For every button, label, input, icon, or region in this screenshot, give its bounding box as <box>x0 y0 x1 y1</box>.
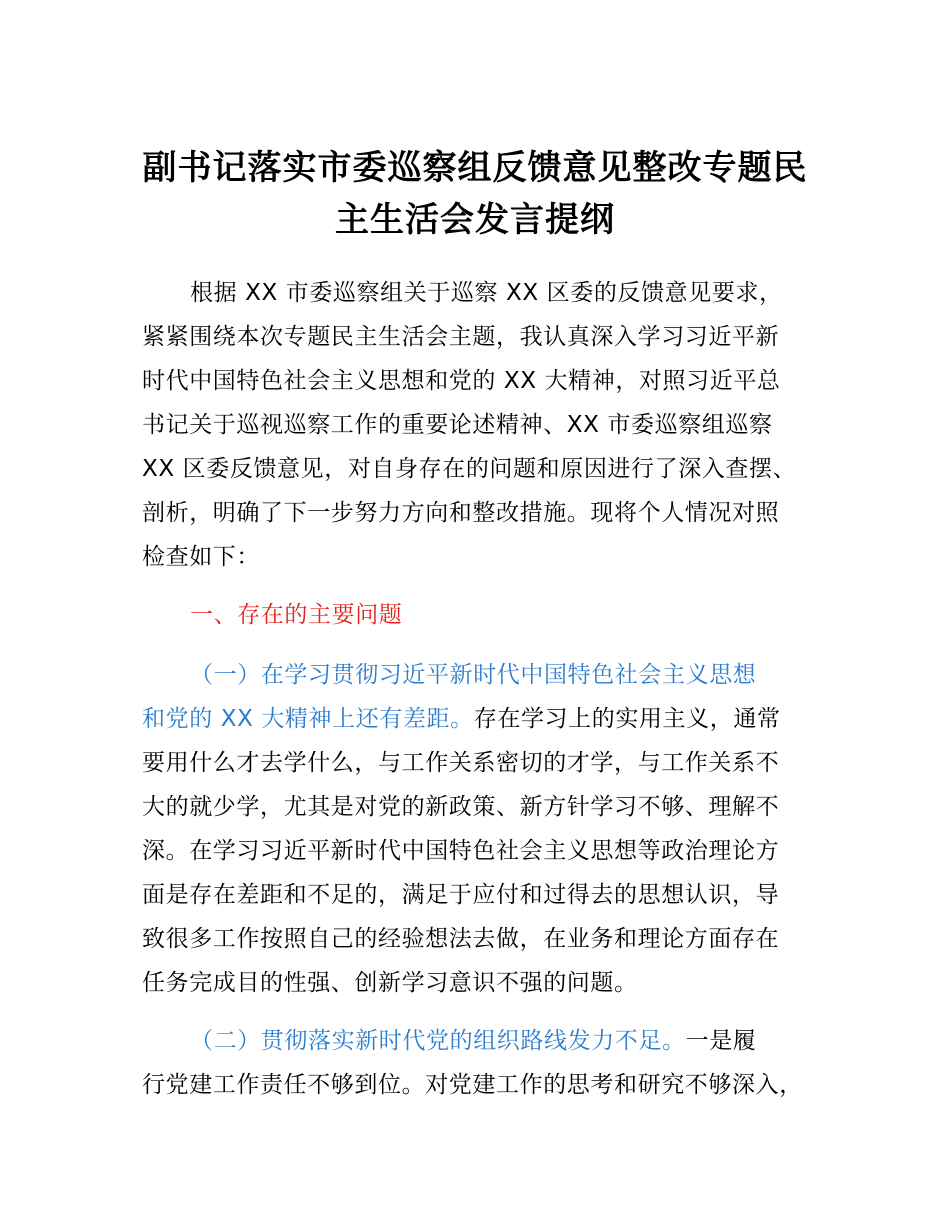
body-line: 致很多工作按照自己的经验想法去做，在业务和理论方面存在 <box>142 926 780 952</box>
body-text: 存在学习上的实用主义，通常 <box>473 706 781 732</box>
document-title-line-2: 主生活会发言提纲 <box>335 200 615 240</box>
intro-paragraph-line: XX 区委反馈意见，对自身存在的问题和原因进行了深入查摆、 <box>142 456 797 482</box>
intro-paragraph-line: 剖析，明确了下一步努力方向和整改措施。现将个人情况对照 <box>142 500 780 526</box>
intro-paragraph-line: 检查如下： <box>142 544 260 570</box>
body-line: 行党建工作责任不够到位。对党建工作的思考和研究不够深入， <box>142 1072 803 1098</box>
intro-paragraph-line: 时代中国特色社会主义思想和党的 XX 大精神，对照习近平总 <box>142 368 781 394</box>
subsection-heading-1: （一）在学习贯彻习近平新时代中国特色社会主义思想 <box>190 662 757 688</box>
body-line: 要用什么才去学什么，与工作关系密切的才学，与工作关系不 <box>142 750 780 776</box>
section-heading: 一、存在的主要问题 <box>190 602 403 628</box>
body-line: 任务完成目的性强、创新学习意识不强的问题。 <box>142 970 638 996</box>
subsection-heading-2: （二）贯彻落实新时代党的组织路线发力不足。 <box>190 1028 686 1054</box>
intro-paragraph-line: 紧紧围绕本次专题民主生活会主题，我认真深入学习习近平新 <box>142 324 780 350</box>
subsection-2-line-1 <box>190 1024 756 1058</box>
body-line: 大的就少学，尤其是对党的新政策、新方针学习不够、理解不 <box>142 794 780 820</box>
subsection-heading-1-cont: 和党的 XX 大精神上还有差距。 <box>142 706 474 732</box>
intro-paragraph-line: 根据 XX 市委巡察组关于巡察 XX 区委的反馈意见要求， <box>190 280 783 306</box>
intro-paragraph-line: 书记关于巡视巡察工作的重要论述精神、XX 市委巡察组巡察 <box>142 412 773 438</box>
body-line: 深。在学习习近平新时代中国特色社会主义思想等政治理论方 <box>142 838 780 864</box>
document-title-line-1: 副书记落实市委巡察组反馈意见整改专题民 <box>142 148 808 188</box>
subsection-1-line-2 <box>142 702 781 736</box>
body-text: 一是履 <box>685 1028 757 1054</box>
body-line: 面是存在差距和不足的，满足于应付和过得去的思想认识，导 <box>142 882 780 908</box>
